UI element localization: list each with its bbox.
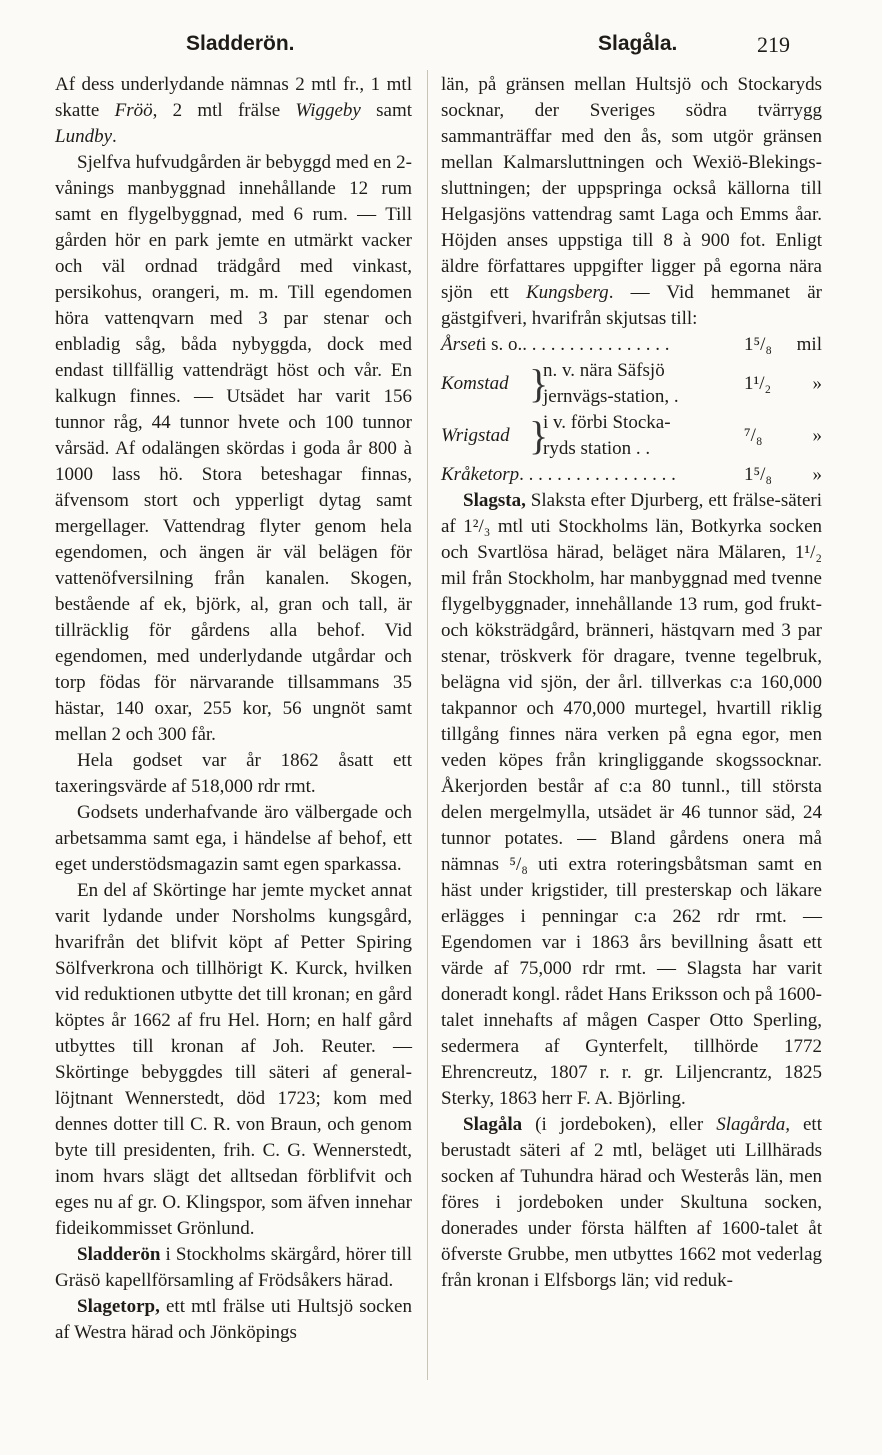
desc-line: ryds station . . xyxy=(543,438,651,459)
paragraph-slagetorp-continued xyxy=(441,72,822,332)
entry-slagala xyxy=(441,1112,822,1294)
distance-unit: » xyxy=(812,373,822,394)
paragraph-skortinge-history: En del af Skörtinge har jemte mycket annat varit lydande under Norsholms kungsgård, hvarifrån det blifvit köpt af Petter Spiring Sölfverkrona och tillhörigt K. Kurck, hvilken vid reduktionen utbytte det till kronan; en gård köptes år 1662 af fru Hel. Horn; en half gård utbyttes till kronan af Joh. Reuter. — Skörtinge bebyggdes till säteri af general-löjtnant Wennerstedt, död 1723; kom med dennes dotter till C. R. von Braun, och genom byte till presidenten, frih. C. G. Wennerstedt, inom hvars slägt det alltsedan förblifvit och eges nu af gr. O. Klingspor, som äfven innehar fideikommisset Grönlund. xyxy=(55,880,412,1239)
place-name: Kungsberg xyxy=(525,282,609,303)
text-run: . — Vid hemmanet är gästgifveri, hvarifrån skjutsas till: xyxy=(441,282,822,329)
text-run: samt xyxy=(360,100,413,121)
desc-line: jernvägs-station, . xyxy=(543,386,679,407)
distance-row xyxy=(441,332,822,358)
entry-text: ett berustadt säteri af 2 mtl, beläget uti Lillhärads socken af Tuhundra härad och Westerås län, men föres i jordeboken under Skultuna socken, donerades under första hälften af 1600-talet åt öfverste Grubbe, men utbyttes 1662 mot vederlag från kronan i Elfsborgs län; vid reduk- xyxy=(441,1114,822,1291)
distance-row xyxy=(441,410,822,462)
entry-text: ett mtl frälse uti Hultsjö socken af Westra härad och Jönköpings xyxy=(55,1296,412,1343)
desc-line: i v. förbi Stocka- xyxy=(543,412,671,433)
text-run: län, på gränsen mellan Hultsjö och Stockaryds socknar, der Sveriges södra tvärrygg sammanträffar med den ås, som utgör gränsen mellan Kalmarsluttningen och Wexiö-Blekings-sluttningen; der uppspringa också källorna till Helgasjöns vattendrag samt Laga och Emms åar. Höjden anses uppstiga till 8 à 900 fot. Enligt äldre författares uppgifter ligger på egorna nära sjön ett xyxy=(441,74,822,303)
distance-row xyxy=(441,358,822,410)
text-run: , 2 mtl frälse xyxy=(152,100,296,121)
paragraph-underhafvande: Godsets underhafvande äro välbergade och arbetsamma samt ega, i händelse af behof, ett eget understödsmagazin samt egen sparkassa. xyxy=(55,802,412,875)
entry-text: (i jordeboken), eller xyxy=(522,1114,717,1135)
distance-value: 1¹/₂ xyxy=(744,373,772,394)
distance-unit: » xyxy=(812,464,822,485)
entry-headword: Slagsta, xyxy=(463,490,526,511)
header-left-title: Sladderön. xyxy=(186,32,295,55)
paragraph-hufvudgarden: Sjelfva hufvudgården är bebyggd med en 2-vånings manbyggnad innehållande 12 rum samt en flygelbyggnad, med 6 rum. — Till gården hör en park jemte en utmärkt vacker och väl ordnad trädgård med vinkast, persikohus, orangeri, m. m. Till egendomen höra vattenqvarn med 3 par stenar och enbladig såg, båda nybyggda, dock med endast tillfällig vattendrägt höst och vår. En kalkugn finnes. — Utsädet har varit 156 tunnor råg, 44 tunnor hvete och 100 tunnor vårsäd. Af odalängen skördas i goda år 800 à 1000 lass hö. Stora beteshagar finnas, äfvensom stort och ypperligt dytag samt mergellager. Vattendrag flyter genom hela egendomen, och ängen är väl belägen för vattenöfversilning från kanalen. Skogen, bestående af ek, björk, al, gran och tall, är tillräcklig för gårdens alla behof. Vid egendomen, med underlydande utgårdar och torp födas för närvarande tillsammans 35 hästar, 140 oxar, 255 kor, 56 ungnöt samt mellan 2 och 300 får. xyxy=(55,152,412,745)
distance-value: ⁷/₈ xyxy=(744,425,763,446)
left-column xyxy=(55,72,412,1346)
desc-line: n. v. nära Säfsjö xyxy=(543,360,665,381)
right-column xyxy=(441,72,822,1294)
entry-headword: Slagåla xyxy=(463,1114,523,1135)
text-run: Af dess underlydande nämnas 2 mtl fr., 1 mtl skatte xyxy=(55,74,412,121)
distance-desc xyxy=(543,358,744,410)
entry-slagsta xyxy=(441,488,822,1112)
distance-place: Årset xyxy=(441,334,482,355)
entry-text: i Stockholms skärgård, hörer till Gräsö kapellförsamling af Frödsåkers härad. xyxy=(55,1244,412,1291)
distance-place: Komstad xyxy=(441,373,509,394)
entry-text: Slaksta efter Djurberg, ett frälse-säteri af 1²/₃ mtl uti Stockholms län, Botkyrka socken och Svartlösa härad, beläget nära Mälaren, 1¹/₂ mil från Stockholm, har manbyggnad med tvenne flygelbyggnader, innehållande 13 rum, god frukt- och köksträdgård, bränneri, hästqvarn med 3 par stenar, tröskverk för dragare, tvenne tegelbruk, belägna vid sjön, der årl. tillverkas c:a 160,000 takpannor och 470,000 murtegel, hvartill riklig tillgång finnes nära verken på egna egor, men veden köpes från kringliggande skogssocknar. Åkerjorden består af c:a 80 tunnl., till största delen mergelmylla, utsädet är 46 tunnor säd, 24 tunnor potates. — Bland gårdens onera må nämnas ⁵/₈ uti extra roteringsbåtsman samt en häst under krigstider, till presterskap och läkare erlägges i penningar c:a 262 rdr rmt. — Egendomen var i 1863 års bevillning åsatt ett värde af 75,000 rdr rmt. — Slagsta har varit doneradt kongl. rådet Hans Eriksson och på 1600-talet innehafts af mågen Casper Otto Sperling, sedermera af Gynterfelt, tillhörde 1772 Ehrencreutz, 1807 r. r. gr. Liljencrantz, 1825 Sterky, 1863 herr F. A. Björling. xyxy=(441,490,822,1109)
entry-headword: Sladderön xyxy=(77,1244,161,1265)
distance-unit: mil xyxy=(796,334,822,355)
leader-dots: . . . . . . . . . . . . . . . . . xyxy=(519,464,676,485)
running-head xyxy=(0,32,882,62)
header-right-title: Slagåla. xyxy=(598,32,678,55)
distance-place: Kråketorp xyxy=(441,464,520,485)
page-number: 219 xyxy=(757,32,790,57)
place-name: Lundby xyxy=(55,126,112,147)
distance-table xyxy=(441,332,822,488)
entry-headword: Slagetorp, xyxy=(77,1296,160,1317)
entry-sladderon xyxy=(55,1242,412,1294)
entry-alt-name: Slagårda, xyxy=(716,1114,790,1135)
place-name: Fröö xyxy=(114,100,153,121)
place-name: Wiggeby xyxy=(295,100,361,121)
distance-row xyxy=(441,462,822,488)
distance-desc xyxy=(543,410,744,462)
text-run: . xyxy=(112,126,117,147)
brace-glyph: } xyxy=(529,413,549,458)
distance-value: 1⁵/₈ xyxy=(744,464,773,485)
distance-unit: » xyxy=(812,425,822,446)
paragraph-underlydande xyxy=(55,72,412,150)
paragraph-taxering: Hela godset var år 1862 åsatt ett taxeringsvärde af 518,000 rdr rmt. xyxy=(55,750,412,797)
distance-desc: i s. o. xyxy=(481,334,523,355)
column-divider xyxy=(427,70,428,1380)
brace-glyph: } xyxy=(529,361,549,406)
distance-place: Wrigstad xyxy=(441,425,510,446)
distance-value: 1⁵/₈ xyxy=(744,334,773,355)
leader-dots: . . . . . . . . . . . . . . . . xyxy=(522,334,670,355)
entry-slagetorp xyxy=(55,1294,412,1346)
